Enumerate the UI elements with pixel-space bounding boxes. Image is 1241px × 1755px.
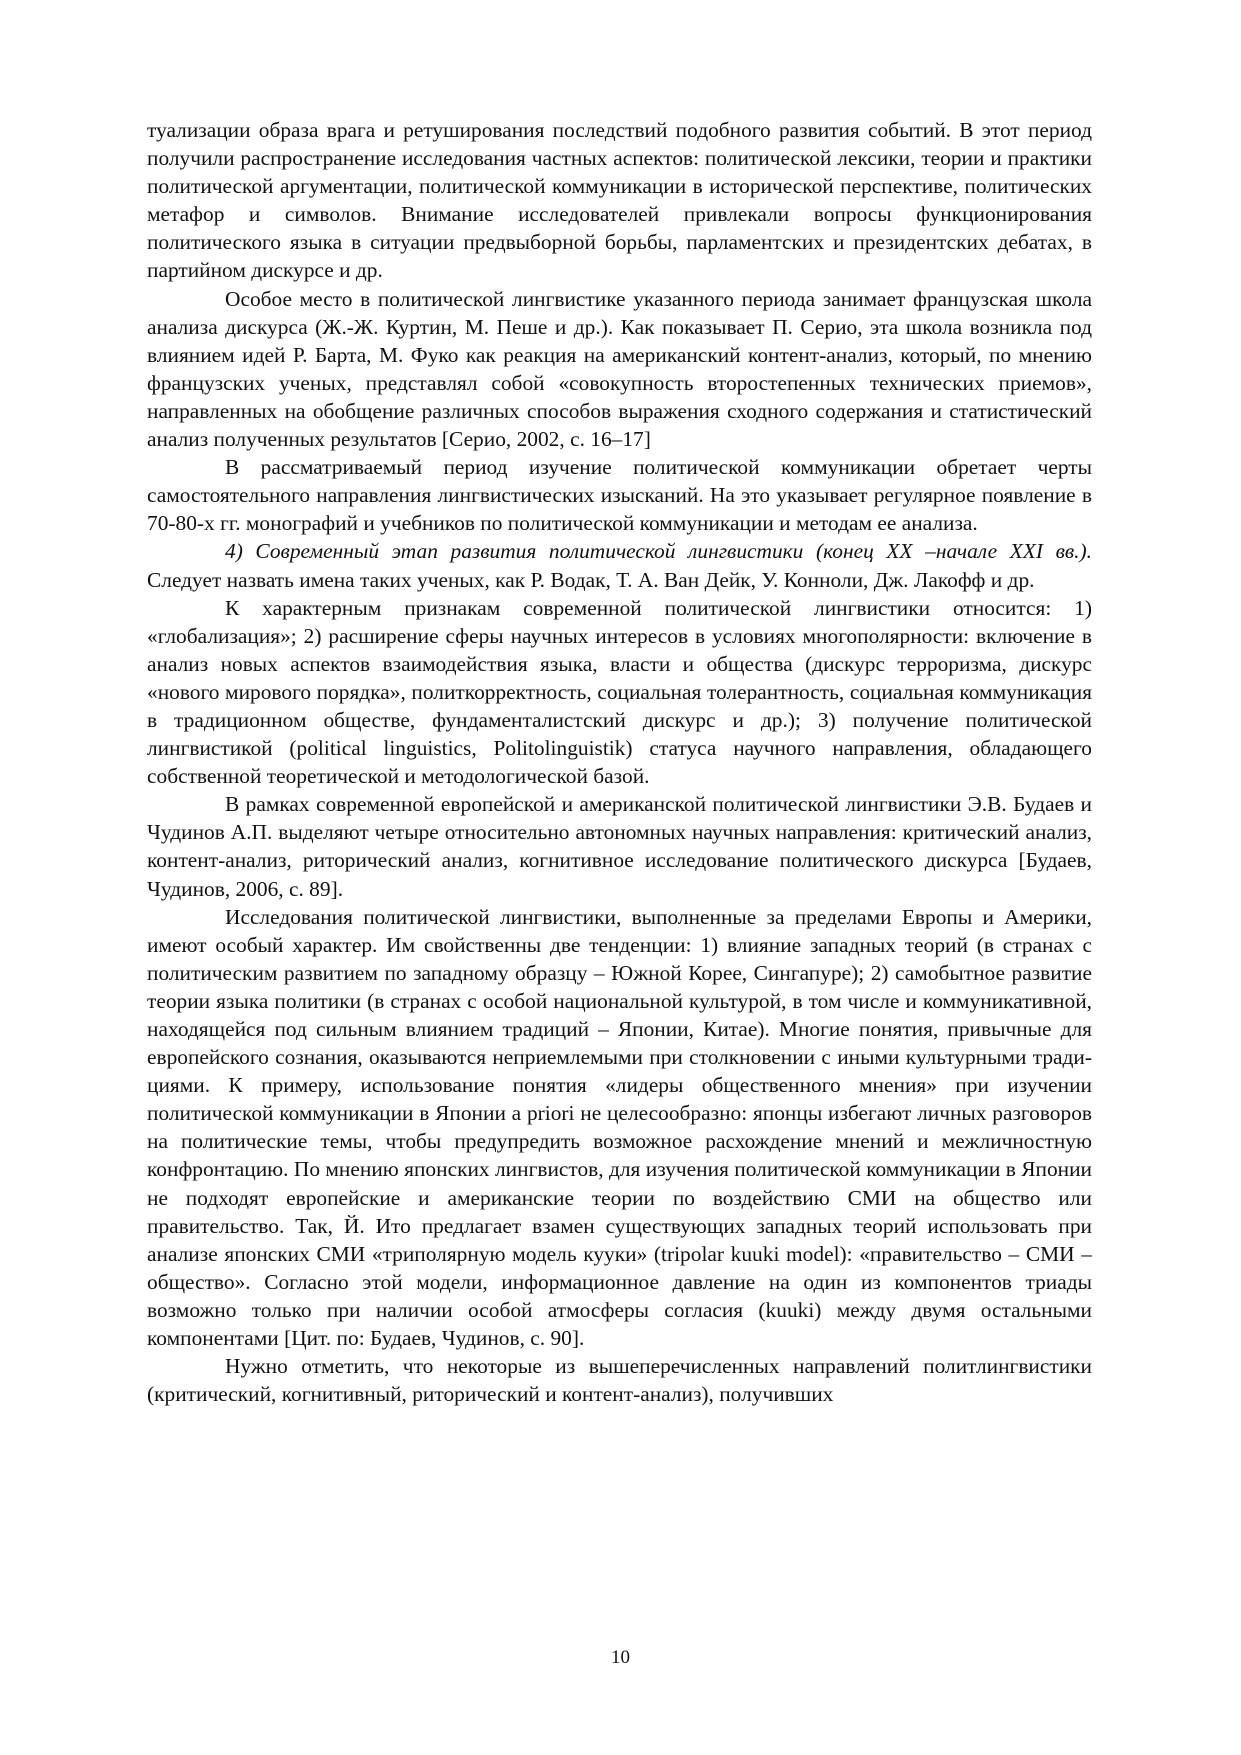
document-page: [147, 116, 1092, 1408]
paragraph-5: К характерным признакам современной политической лингвистики относится: 1) «глобализация»; 2) расширение сферы научных интересов в условиях многополярности: включение в анализ новых аспектов взаимодействия языка, власти и общества (дискурс терроризма, дискурс «нового мирового порядка», политкорректность, социальная толерантность, социальная коммуникация в традиционном обществе, фундаменталистский дискурс и др.); 3) получение политической лингвистикой (political linguistics, Politolinguistik) статуса научного направления, обладающего собственной теоретической и методологической базой.: [147, 595, 1092, 789]
paragraph-2: Особое место в политической лингвистике указанного периода занимает французская школа анализа дискурса (Ж.-Ж. Куртин, М. Пеше и др.). Как показывает П. Серио, эта школа возникла под влиянием идей Р. Барта, М. Фуко как реакция на американский контент-анализ, который, по мнению французских ученых, представлял собой «совокупность второстепенных технических приемов», направленных на обобщение различных способов выражения сходного содержания и статистический анализ полученных результатов [Серио, 2002, с. 16–17]: [147, 286, 1092, 452]
paragraph-4-text: Следует назвать имена таких ученых, как Р. Водак, Т. А. Ван Дейк, У. Конноли, Дж. Лакофф и др.: [147, 567, 1035, 592]
paragraph-4: [147, 537, 1092, 593]
page-number: 10: [611, 1647, 630, 1668]
paragraph-3: В рассматриваемый период изучение политической коммуникации обретает черты самостоятельного направления лингвистических изысканий. На это указывает регулярное появление в 70-80-х гг. монографий и учебников по политической коммуникации и методам ее анализа.: [147, 455, 1092, 536]
paragraph-8: Нужно отметить, что некоторые из вышеперечисленных направлений политлингвистики (критический, когнитивный, риторический и контент-анализ), получивших: [147, 1354, 1092, 1407]
paragraph-6: В рамках современной европейской и американской политической лингвистики Э.В. Будаев и Чудинов А.П. выделяют четыре относительно автономных научных направления: критический анализ, контент-анализ, риторический анализ, когнитивное исследование политического дискурса [Будаев, Чудинов, 2006, с. 89].: [147, 792, 1092, 901]
section-heading-italic: 4) Современный этап развития политической лингвистики (конец XX –начале XXI вв.).: [225, 539, 1092, 564]
paragraph-7: Исследования политической лингвистики, выполненные за пределами Европы и Америки, имеют особый характер. Им свойственны две тенденции: 1) влияние западных теорий (в странах с политическим развитием по западному образцу – Южной Корее, Сингапуре); 2) самобытное развитие теории языка политики (в странах с особой национальной культурой, в том числе и коммуникативной, находящейся под сильным влиянием традиций – Японии, Китае). Многие понятия, привычные для европейского сознания, оказываются неприемлемыми при столкновении с иными культурными традициями. К примеру, использование понятия «лидеры общественного мнения» при изучении политической коммуникации в Японии a priori не целесообразно: японцы избегают личных разговоров на политические темы, чтобы предупредить возможное расхождение мнений и межличностную конфронтацию. По мнению японских лингвистов, для изучения политической коммуникации в Японии не подходят европейские и американские теории по воздействию СМИ на общество или правительство. Так, Й. Ито предлагает взамен существующих западных теорий использовать при анализе японских СМИ «триполярную модель кууки» (tripolar kuuki model): «правительство – СМИ – общество». Согласно этой модели, информационное давление на один из компонентов триады возможно только при наличии особой атмосферы согласия (kuuki) между двумя остальными компонентами [Цит. по: Будаев, Чудинов, с. 90].: [147, 904, 1092, 1351]
paragraph-1: туализации образа врага и ретуширования последствий подобного развития событий. В этот период получили распространение исследования частных аспектов: политической лексики, теории и практики политической аргументации, политической коммуникации в исторической перспективе, политических метафор и символов. Внимание исследователей привлекали вопросы функционирования политического языка в ситуации предвыборной борьбы, парламентских и президентских дебатах, в партийном дискурсе и др.: [147, 118, 1092, 283]
